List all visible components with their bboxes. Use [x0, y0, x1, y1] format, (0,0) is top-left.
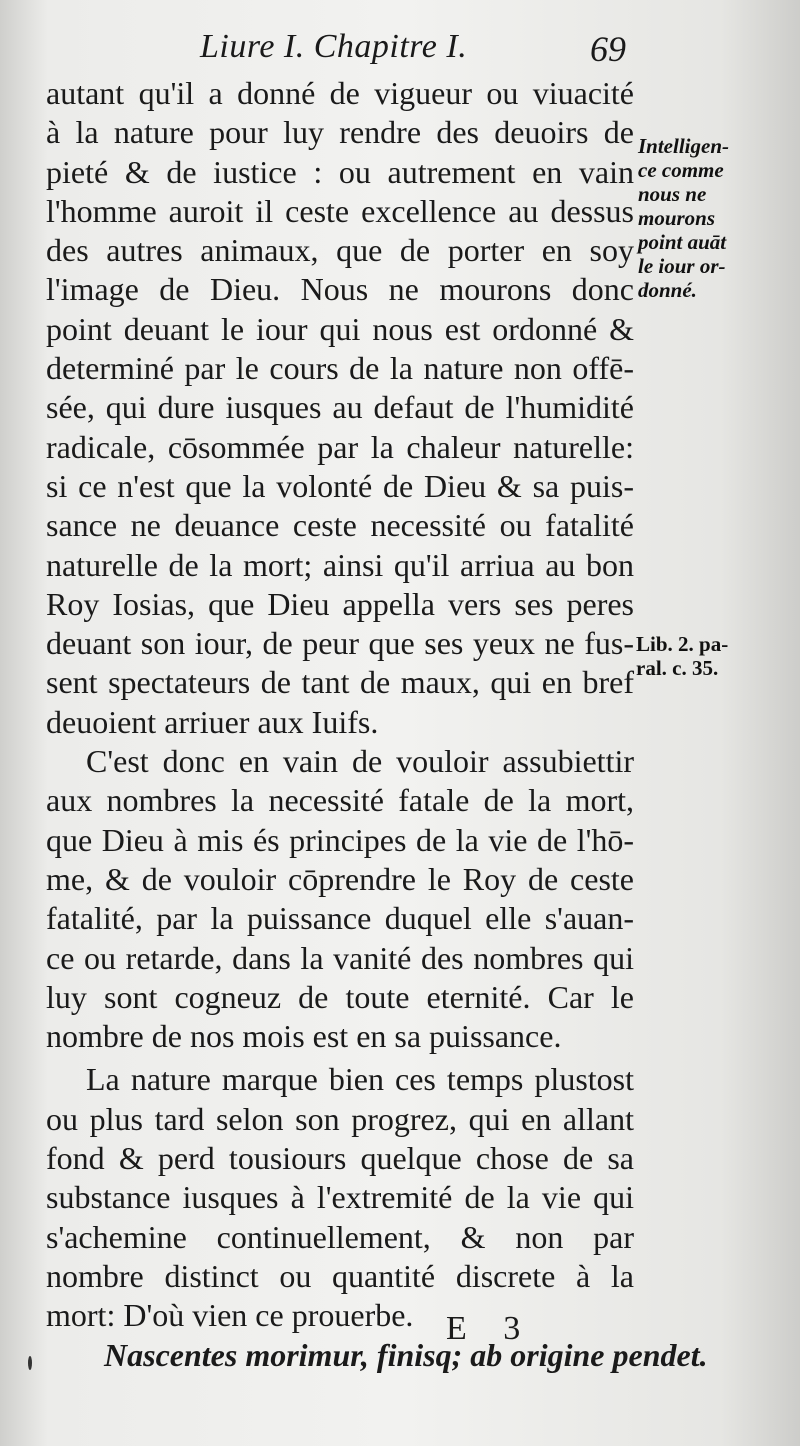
text-line: fond & perd tousiours quelque chose de sa	[46, 1140, 634, 1177]
text-line: substance iusques à l'extremité de la vie qui	[46, 1179, 634, 1216]
text-line: Roy Iosias, que Dieu appella vers ses peres	[46, 585, 634, 622]
text-line: deuoient arriuer aux Iuifs.	[46, 703, 379, 740]
text-line: aux nombres la necessité fatale de la mort,	[46, 782, 634, 819]
margin-note-citation	[636, 632, 766, 680]
margin-note-line: mourons	[638, 206, 716, 230]
margin-note-line: nous ne	[638, 182, 707, 206]
text-line: luy sont cogneuz de toute eternité. Car le	[46, 978, 634, 1015]
text-line: fatalité, par la puissance duquel elle s'auan-	[46, 900, 634, 937]
text-line: l'image de Dieu. Nous ne mourons donc	[46, 271, 634, 308]
margin-note-line: le iour or-	[638, 254, 726, 278]
signature-mark: E 3	[446, 1310, 535, 1347]
text-line: ou plus tard selon son progrez, qui en allant	[46, 1100, 634, 1137]
text-line: des autres animaux, que de porter en soy	[46, 232, 634, 269]
margin-note-line: donné.	[638, 278, 697, 302]
text-line: deuant son iour, de peur que ses yeux ne fus-	[46, 625, 634, 662]
text-line: à la nature pour luy rendre des deuoirs de	[46, 114, 634, 151]
margin-note-line: Lib. 2. pa-	[636, 632, 729, 656]
page-header	[0, 28, 800, 78]
margin-note-intelligence	[638, 134, 758, 302]
text-line: l'homme auroit il ceste excellence au dessus	[46, 192, 634, 229]
page-number: 69	[590, 29, 626, 69]
text-line: sance ne deuance ceste necessité ou fatalité	[46, 507, 634, 544]
text-line: point deuant le iour qui nous est ordonné &	[46, 310, 634, 347]
text-line: s'achemine continuellement, & non par	[46, 1218, 634, 1255]
margin-note-line: Intelligen-	[638, 134, 730, 158]
margin-note-line: point auāt	[638, 230, 727, 254]
running-title: Liure I. Chapitre I.	[200, 28, 468, 65]
text-line: La nature marque bien ces temps plustost	[86, 1061, 634, 1098]
margin-note-line: ce comme	[638, 158, 724, 182]
text-line: me, & de vouloir cōprendre le Roy de ceste	[46, 860, 634, 897]
text-line: sent spectateurs de tant de maux, qui en bref	[46, 664, 634, 701]
latin-quote: Nascentes morimur, finisq; ab origine pendet.	[104, 1336, 708, 1373]
text-line: ce ou retarde, dans la vanité des nombres qui	[46, 939, 634, 976]
margin-note-line: ral. c. 35.	[636, 656, 719, 680]
text-line: determiné par le cours de la nature non offē-	[46, 350, 634, 387]
text-line: si ce n'est que la volonté de Dieu & sa puis-	[46, 467, 634, 504]
text-line: pieté & de iustice : ou autrement en vain	[46, 153, 634, 190]
paragraph-3	[46, 1060, 634, 1335]
text-line: autant qu'il a donné de vigueur ou viuacité	[46, 75, 634, 111]
text-line: nombre de nos mois est en sa puissance.	[46, 1018, 562, 1055]
text-line: naturelle de la mort; ainsi qu'il arriua au bon	[46, 546, 634, 583]
paragraph-1	[46, 74, 634, 742]
text-line: mort: D'où vien ce prouerbe.	[46, 1297, 414, 1334]
paragraph-2	[46, 742, 634, 1056]
text-line: C'est donc en vain de vouloir assubiettir	[86, 743, 634, 780]
text-line: radicale, cōsommée par la chaleur naturelle:	[46, 428, 634, 465]
text-line: que Dieu à mis és principes de la vie de l'hō-	[46, 821, 634, 858]
ink-speck	[28, 1356, 32, 1370]
text-line: sée, qui dure iusques au defaut de l'humidité	[46, 389, 634, 426]
text-line: nombre distinct ou quantité discrete à la	[46, 1257, 634, 1294]
